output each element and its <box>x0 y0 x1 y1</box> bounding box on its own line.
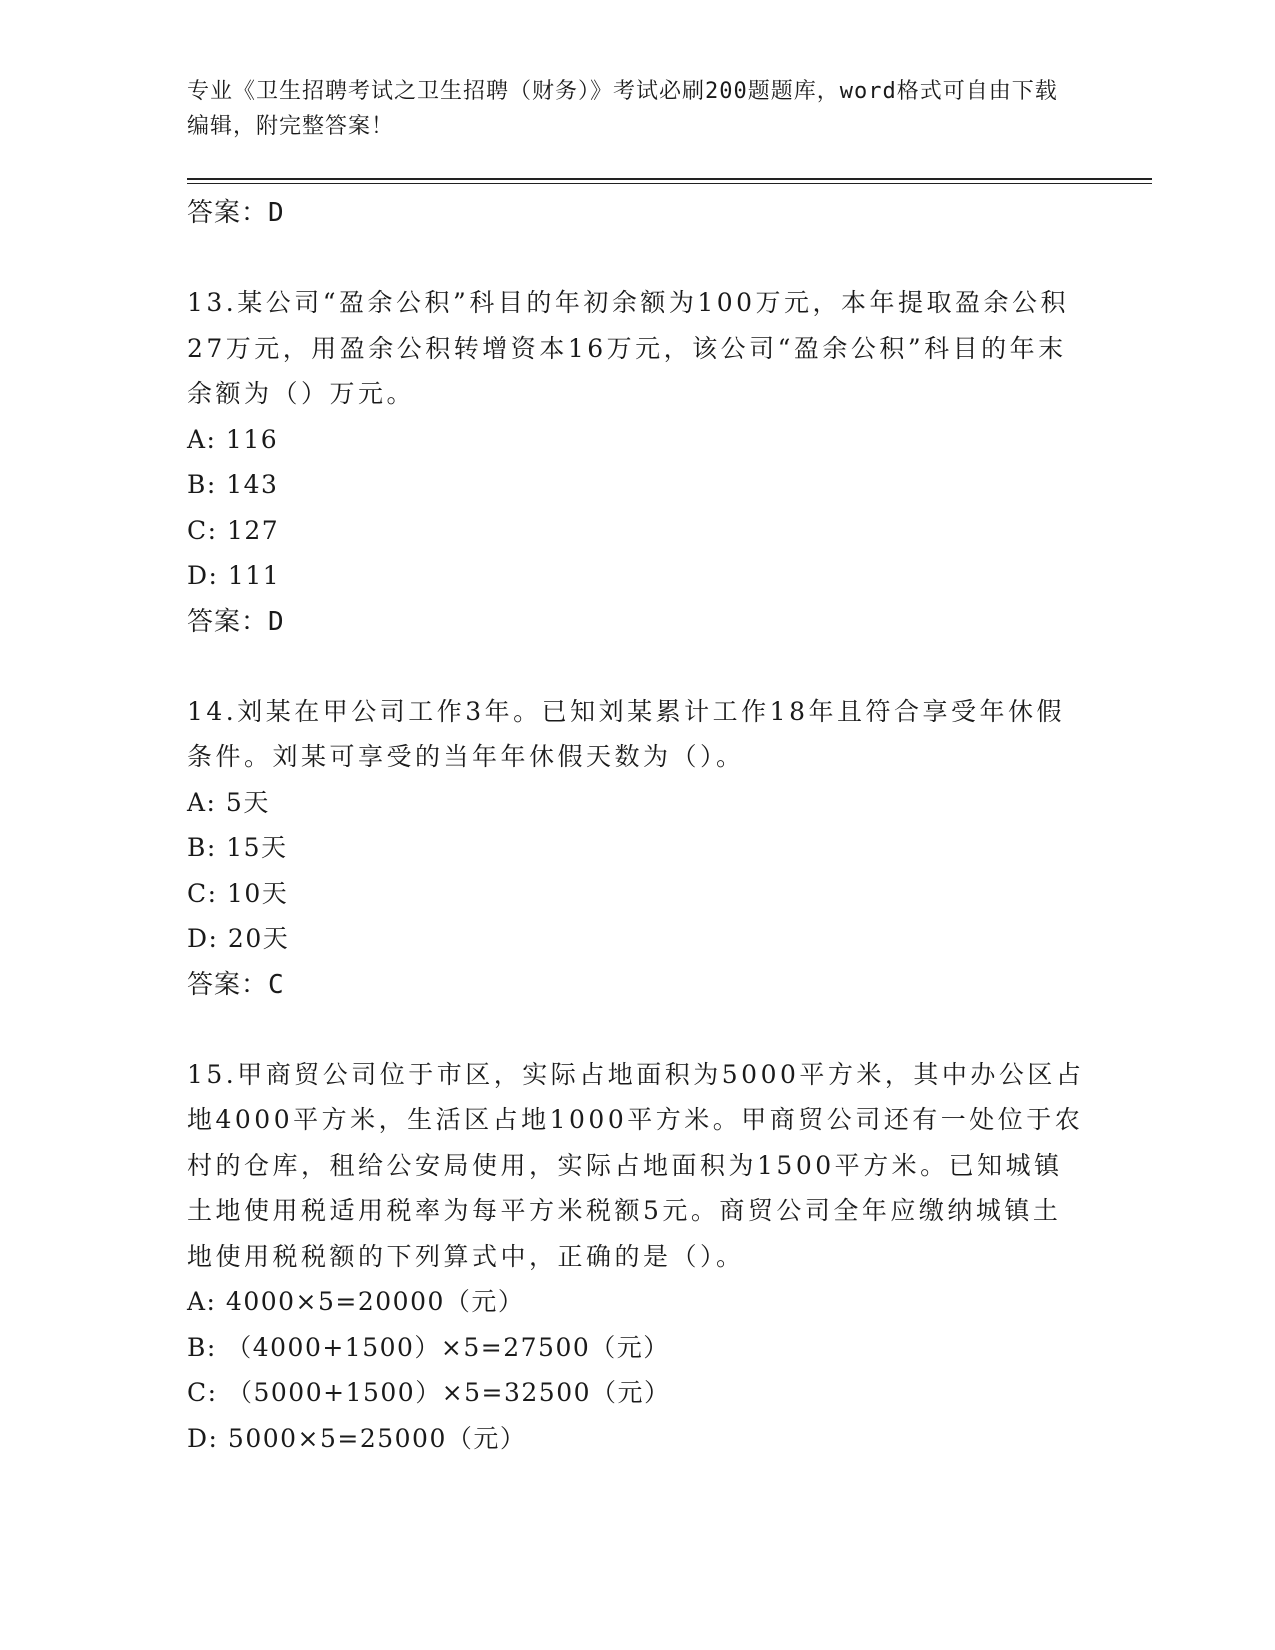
question-13-option-d: D: 111 <box>187 561 281 590</box>
question-15-text: 15.甲商贸公司位于市区，实际占地面积为5000平方米，其中办公区占地4000平方米，生活区占地1000平方米。甲商贸公司还有一处位于农村的仓库，租给公安局使用，实际占地面积为1500平方米。已知城镇土地使用税适用税率为每平方米税额5元。商贸公司全年应缴纳城镇土地使用税税额的下列算式中，正确的是（）。 <box>187 1059 1085 1271</box>
page-header-title: 专业《卫生招聘考试之卫生招聘（财务）》考试必刷200题题库，word格式可自由下载编辑，附完整答案！ <box>187 79 1058 139</box>
question-13-option-a: A: 116 <box>187 424 279 454</box>
question-14-option-a: A: 5天 <box>187 787 270 817</box>
spacer <box>187 645 1087 689</box>
question-13-text: 13.某公司“盈余公积”科目的年初余额为100万元，本年提取盈余公积27万元，用盈余公积转增资本16万元，该公司“盈余公积”科目的年末余额为（）万元。 <box>187 288 1070 408</box>
question-14 <box>187 689 1087 1008</box>
spacer <box>187 1008 1087 1052</box>
header-divider-thin <box>187 183 1152 184</box>
question-13-option-c: C: 127 <box>187 515 280 545</box>
question-13-answer: 答案：D <box>187 606 285 637</box>
question-15-option-a: A: 4000×5=20000（元） <box>187 1287 525 1316</box>
question-13-option-b: B: 143 <box>187 470 279 499</box>
header-divider-thick <box>187 178 1152 180</box>
spacer <box>187 236 1087 280</box>
question-14-option-b: B: 15天 <box>187 833 288 862</box>
question-15-option-d: D: 5000×5=25000（元） <box>187 1423 527 1453</box>
question-content <box>187 190 1087 1461</box>
question-15 <box>187 1052 1087 1462</box>
question-13 <box>187 280 1087 645</box>
question-14-option-c: C: 10天 <box>187 878 289 908</box>
question-15-option-b: B: （4000+1500）×5=27500（元） <box>187 1332 670 1362</box>
question-15-option-c: C: （5000+1500）×5=32500（元） <box>187 1378 671 1407</box>
previous-answer: 答案：D <box>187 198 285 228</box>
question-14-text: 14.刘某在甲公司工作3年。已知刘某累计工作18年且符合享受年休假条件。刘某可享受的当年年休假天数为（）。 <box>187 696 1065 771</box>
question-14-answer: 答案：C <box>187 969 285 1000</box>
question-14-option-d: D: 20天 <box>187 924 290 953</box>
